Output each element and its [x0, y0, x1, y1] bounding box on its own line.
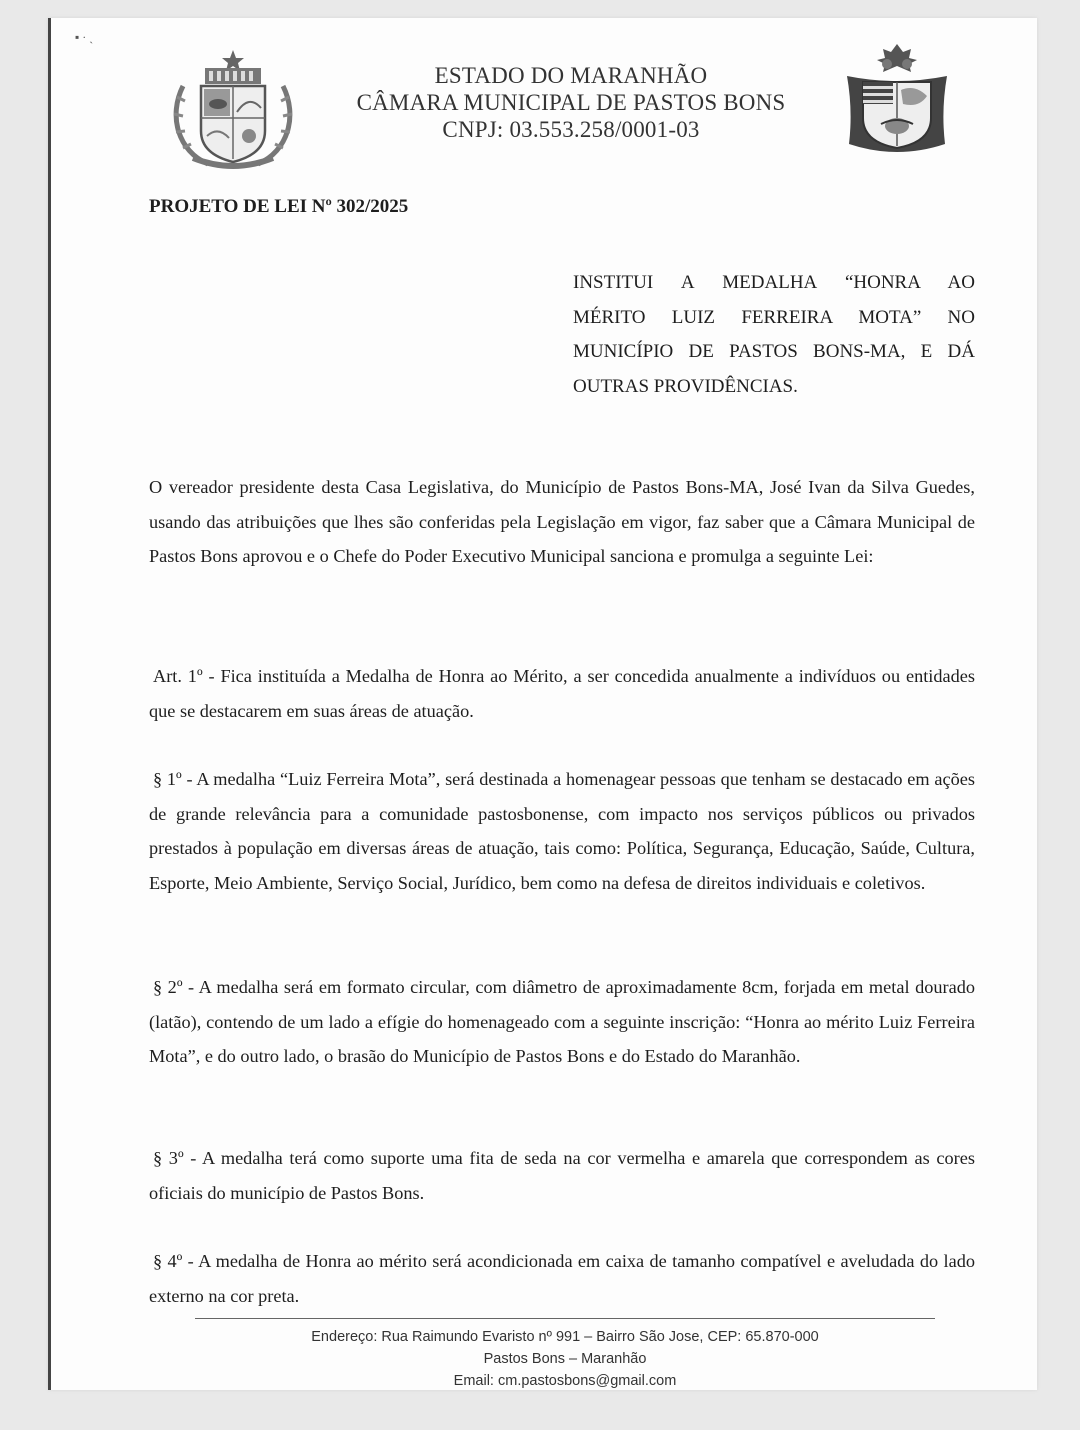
- footer-divider: [195, 1318, 935, 1319]
- municipal-coat-of-arms-icon: [163, 46, 303, 176]
- ementa-line: OUTRAS PROVIDÊNCIAS.: [573, 375, 798, 397]
- document-page: [48, 18, 1037, 1390]
- scan-artifact: ▪ · ˎ: [75, 30, 94, 44]
- paragraph-3: § 3º - A medalha terá como suporte uma fita de seda na cor vermelha e amarela que correspondem as cores oficiais do município de Pastos Bons.: [149, 1148, 975, 1203]
- preamble-paragraph: O vereador presidente desta Casa Legislativa, do Município de Pastos Bons-MA, José Ivan da Silva Guedes, usando das atribuições que lhes são conferidas pela Legislação em vigor, faz saber que a Câmara Municipal de Pastos Bons aprovou e o Chefe do Poder Executivo Municipal sanciona e promulga a seguinte Lei:: [149, 477, 975, 566]
- article-1: Art. 1º - Fica instituída a Medalha de Honra ao Mérito, a ser concedida anualmente a indivíduos ou entidades que se destacarem em suas áreas de atuação.: [149, 666, 975, 721]
- paragraph-1: § 1º - A medalha “Luiz Ferreira Mota”, será destinada a homenagear pessoas que tenham se destacado em ações de grande relevância para a comunidade pastosbonense, com impacto nos serviços públicos ou privados prestados à população em diversas áreas de atuação, tais como: Política, Segurança, Educação, Saúde, Cultura, Esporte, Meio Ambiente, Serviço Social, Jurídico, bem como na defesa de direitos individuais e coletivos.: [149, 769, 975, 893]
- paragraph-4: § 4º - A medalha de Honra ao mérito será acondicionada em caixa de tamanho compatível e aveludada do lado externo na cor preta.: [149, 1251, 975, 1306]
- footer-city: Pastos Bons – Maranhão: [483, 1351, 647, 1367]
- state-name: ESTADO DO MARANHÃO: [434, 63, 708, 88]
- paragraph-2: § 2º - A medalha será em formato circular, com diâmetro de aproximadamente 8cm, forjada em metal dourado (latão), contendo de um lado a efígie do homenageado com a seguinte inscrição: “Honra ao mérito Luiz Ferreira Mota”, e do outro lado, o brasão do Município de Pastos Bons e do Estado do Maranhão.: [149, 977, 975, 1066]
- footer-email: Email: cm.pastosbons@gmail.com: [453, 1373, 677, 1389]
- ementa-summary: [573, 266, 975, 404]
- ementa-line: MÉRITO LUIZ FERREIRA MOTA” NO: [573, 306, 975, 328]
- page-footer: [195, 1326, 935, 1392]
- law-project-number: PROJETO DE LEI Nº 302/2025: [149, 196, 409, 217]
- ementa-line: INSTITUI A MEDALHA “HONRA AO: [573, 272, 975, 293]
- institution-header: [311, 62, 831, 143]
- ementa-line: MUNICÍPIO DE PASTOS BONS-MA, E DÁ: [573, 341, 975, 362]
- chamber-name: CÂMARA MUNICIPAL DE PASTOS BONS: [356, 90, 786, 115]
- cnpj: CNPJ: 03.553.258/0001-03: [442, 117, 700, 142]
- state-coat-of-arms-icon: [841, 40, 953, 156]
- footer-address: Endereço: Rua Raimundo Evaristo nº 991 – Bairro São Jose, CEP: 65.870-000: [311, 1329, 819, 1345]
